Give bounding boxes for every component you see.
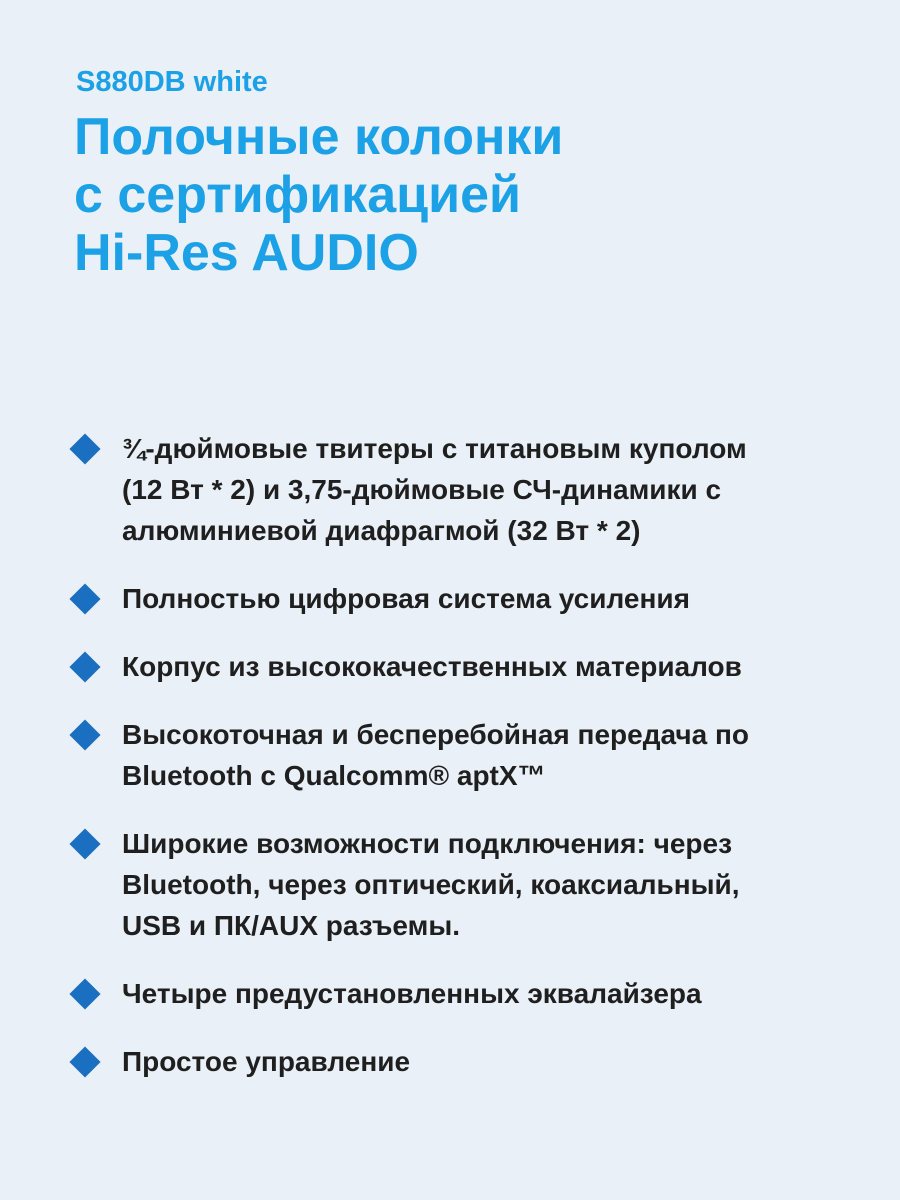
feature-item (70, 428, 860, 551)
diamond-bullet-icon (69, 828, 100, 859)
feature-line: USB и ПК/AUX разъемы. (122, 910, 461, 941)
page-title (74, 108, 854, 282)
title-line: Полочные колонки (74, 108, 564, 166)
diamond-bullet-icon (69, 1046, 100, 1077)
feature-item (70, 578, 860, 619)
feature-text (122, 428, 860, 551)
feature-item (70, 646, 860, 687)
diamond-bullet-icon (69, 978, 100, 1009)
diamond-bullet-icon (69, 719, 100, 750)
feature-line: Bluetooth с Qualcomm® aptX™ (122, 760, 546, 791)
feature-line: Полностью цифровая система усиления (122, 583, 690, 614)
feature-line: Четыре предустановленных эквалайзера (122, 978, 702, 1009)
feature-text (122, 973, 860, 1014)
feature-line: Bluetooth, через оптический, коаксиальный, (122, 869, 740, 900)
feature-item (70, 1041, 860, 1082)
feature-item (70, 823, 860, 946)
feature-text (122, 1041, 860, 1082)
feature-list (70, 428, 860, 1109)
diamond-bullet-icon (69, 651, 100, 682)
feature-text (122, 646, 860, 687)
diamond-bullet-icon (69, 583, 100, 614)
feature-item (70, 714, 860, 796)
feature-line: алюминиевой диафрагмой (32 Вт * 2) (122, 515, 641, 546)
feature-text (122, 714, 860, 796)
feature-line: Широкие возможности подключения: через (122, 828, 733, 859)
feature-line: Корпус из высококачественных материалов (122, 651, 742, 682)
feature-line: (12 Вт * 2) и 3,75-дюймовые СЧ-динамики с (122, 474, 722, 505)
feature-line: Простое управление (122, 1046, 411, 1077)
feature-item (70, 973, 860, 1014)
feature-line: ¾-дюймовые твитеры с титановым куполом (122, 433, 747, 464)
title-line: с сертификацией (74, 166, 521, 224)
feature-text (122, 578, 860, 619)
diamond-bullet-icon (69, 433, 100, 464)
model-name: S880DB white (76, 66, 268, 98)
feature-line: Высокоточная и бесперебойная передача по (122, 719, 749, 750)
title-line: Hi-Res AUDIO (74, 224, 419, 282)
feature-text (122, 823, 860, 946)
